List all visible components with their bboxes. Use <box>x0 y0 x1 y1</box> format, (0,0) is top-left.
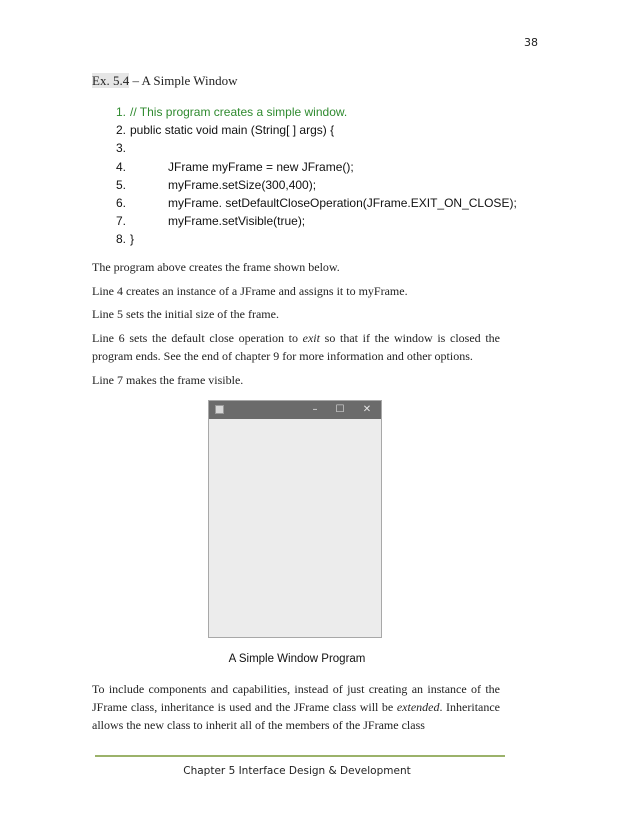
paragraph-frame-intro: The program above creates the frame shown below. <box>92 260 340 274</box>
code-line-1: 1. // This program creates a simple window. <box>116 105 348 119</box>
paragraph-line-7: Line 7 makes the frame visible. <box>92 373 244 387</box>
chapter-footer: Chapter 5 Interface Design & Development <box>183 765 411 777</box>
example-label: Ex. 5.4 <box>92 73 130 88</box>
paragraph-line-6: Line 6 sets the default close operation to exit so that if the window is closed the program ends. See the end of chapter 9 for more information and other options. <box>92 331 500 363</box>
code-line-2: 2. public static void main (String[ ] args) { <box>116 123 335 138</box>
window-titlebar <box>209 401 381 419</box>
code-listing <box>116 103 517 249</box>
code-line-7: 7. myFrame.setVisible(true); <box>116 214 306 229</box>
code-line-5: 5. myFrame.setSize(300,400); <box>116 177 317 192</box>
java-app-icon <box>215 405 224 414</box>
code-line-8: 8. } <box>116 232 135 247</box>
code-line-4: 4. JFrame myFrame = new JFrame(); <box>116 159 354 174</box>
maximize-icon: ☐ <box>335 404 345 415</box>
minimize-icon: – <box>312 404 318 415</box>
code-line-3: 3. <box>116 141 127 156</box>
footer-divider <box>95 755 505 757</box>
paragraph-line-5: Line 5 sets the initial size of the frame. <box>92 307 279 321</box>
page-number: 38 <box>524 36 538 49</box>
emphasis-exit: exit <box>302 331 320 345</box>
figure-caption: A Simple Window Program <box>228 653 366 665</box>
emphasis-extended: extended <box>396 700 440 714</box>
heading-separator: – <box>129 73 142 88</box>
paragraph-inheritance: To include components and capabilities, instead of just creating an instance of the JFrame class, inheritance is used and the JFrame class will be extended. Inheritance allows the new class to inherit all of the members of the JFrame class <box>92 682 500 732</box>
example-title: A Simple Window <box>141 73 238 88</box>
simple-window-screenshot <box>208 400 382 638</box>
code-line-6: 6. myFrame. setDefaultCloseOperation(JFrame.EXIT_ON_CLOSE); <box>116 195 517 210</box>
example-heading <box>92 73 238 89</box>
paragraph-line-4: Line 4 creates an instance of a JFrame and assigns it to myFrame. <box>92 284 408 298</box>
close-icon: ✕ <box>362 404 372 415</box>
